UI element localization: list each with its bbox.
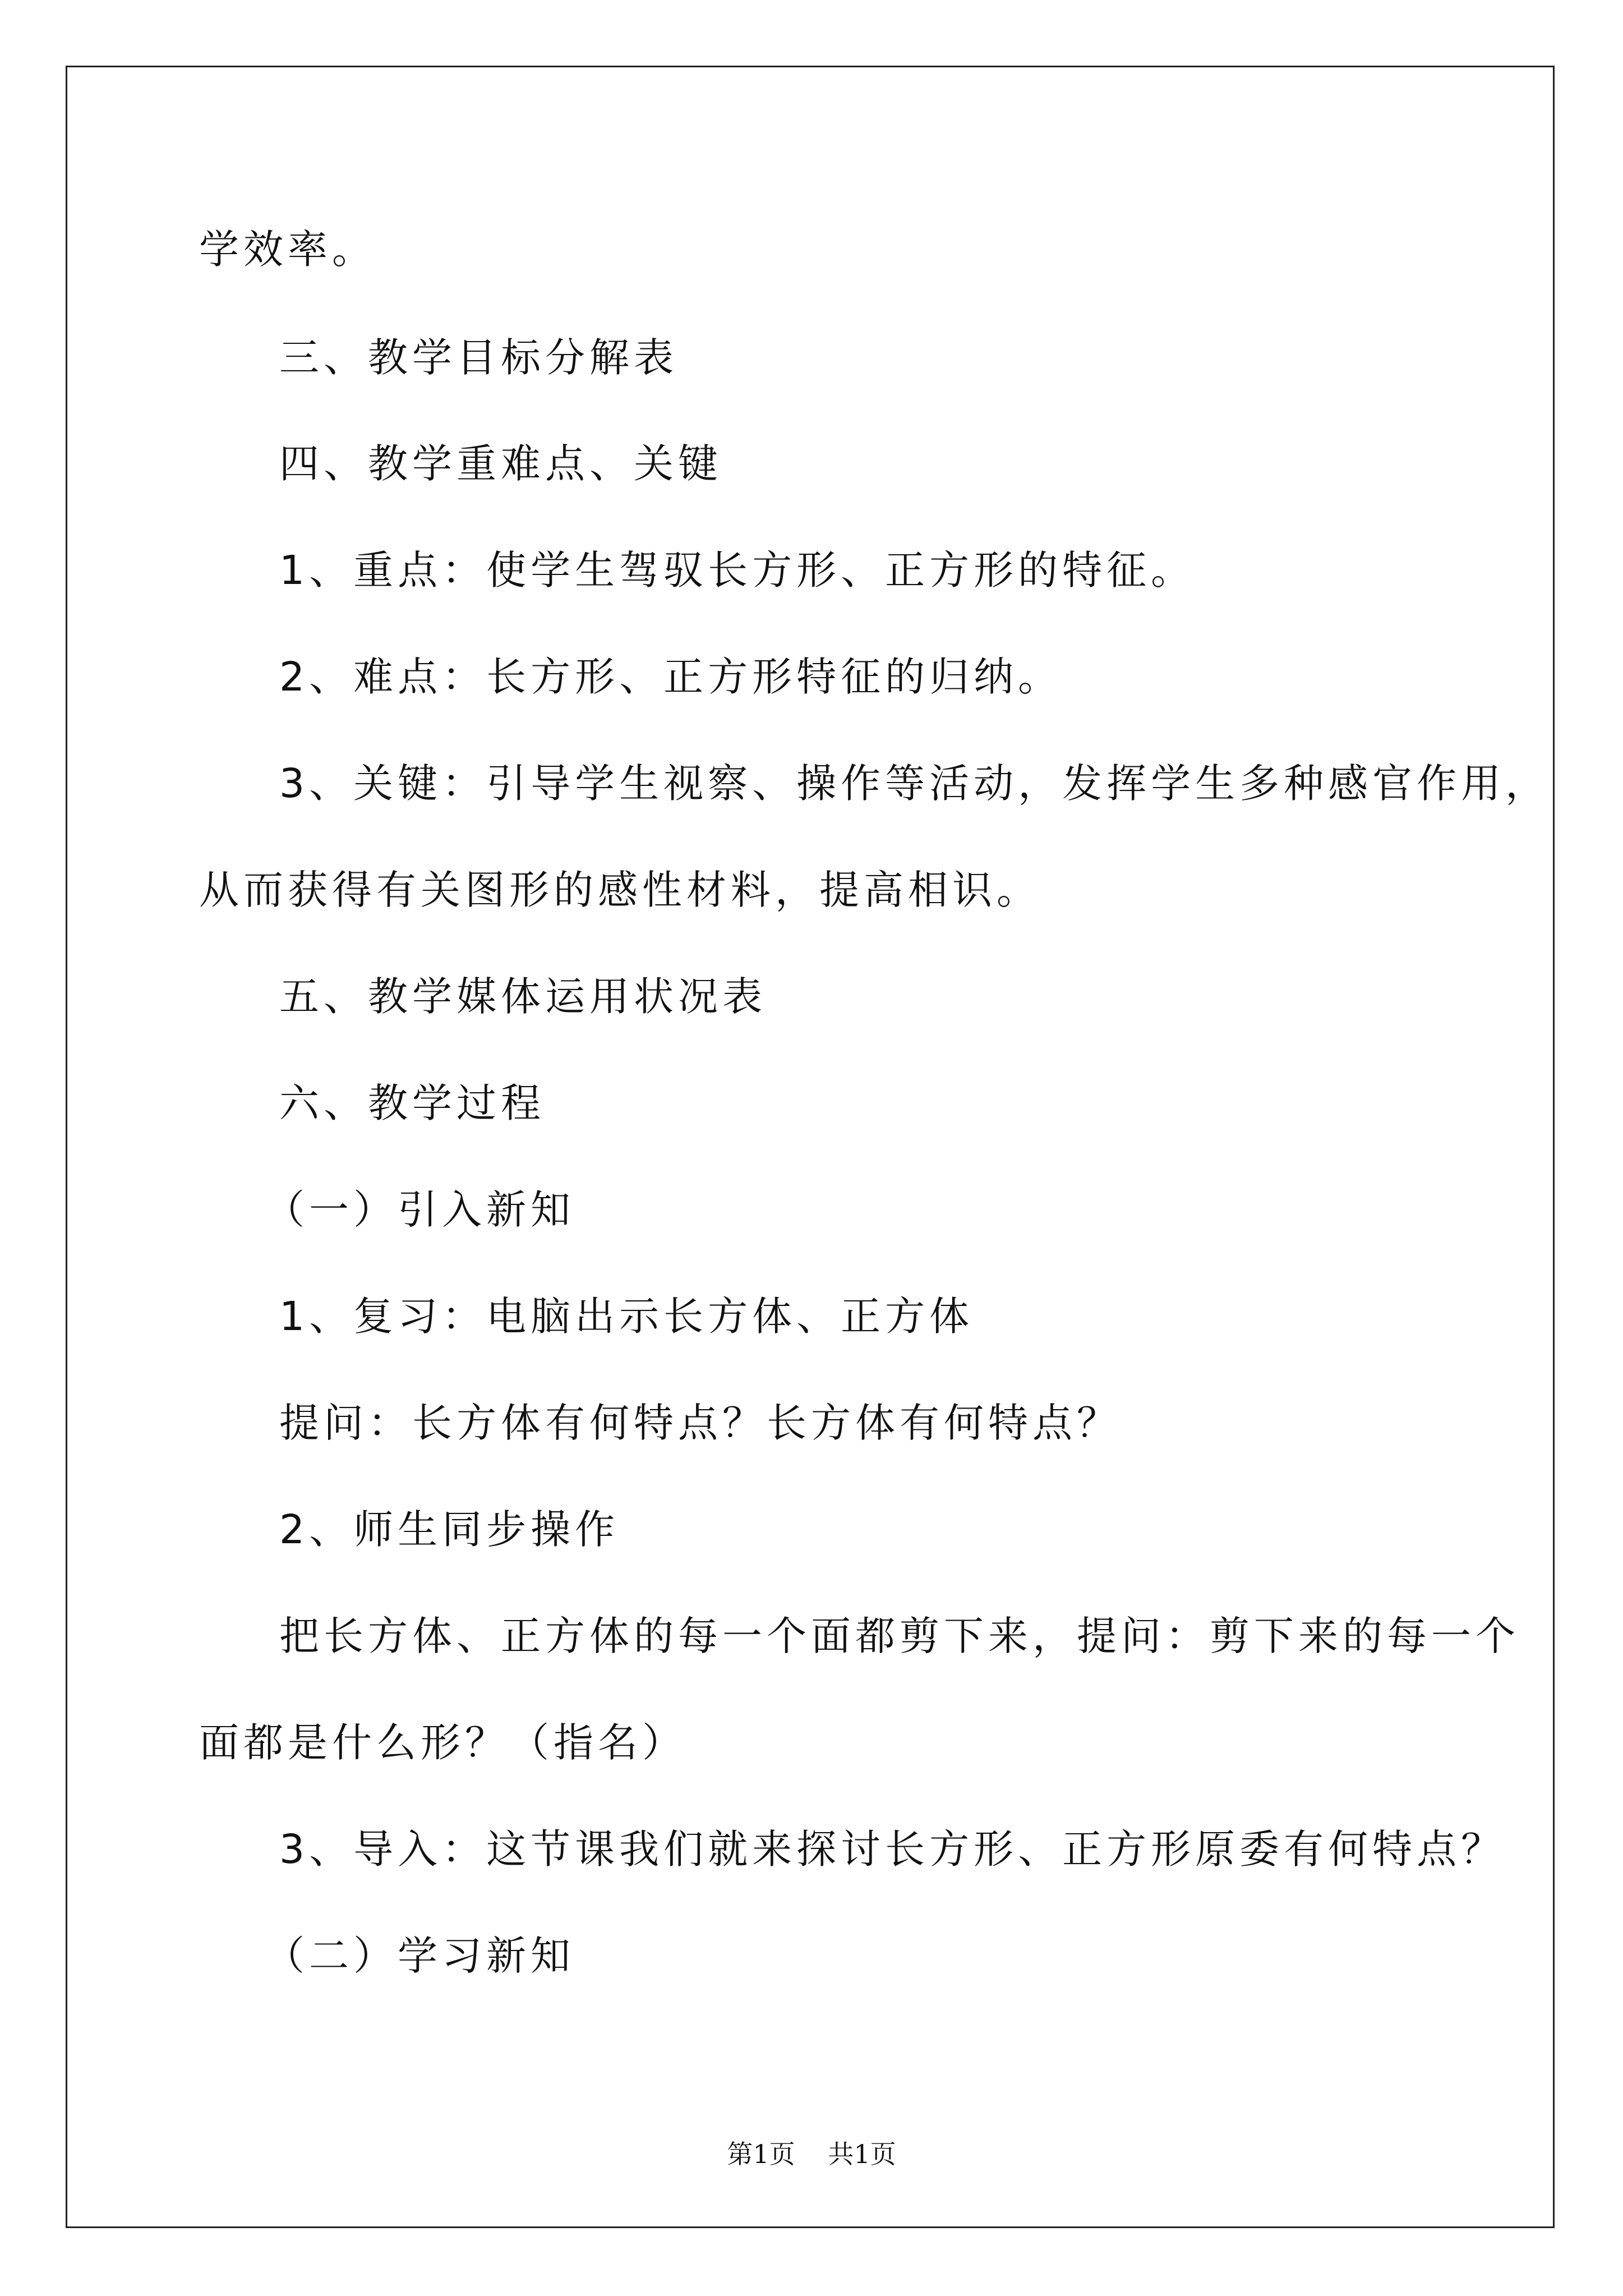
text-line-question: 提问：长方体有何特点？长方体有何特点？ xyxy=(279,1400,1122,1446)
text-line-focus: 1、重点：使学生驾驭长方形、正方形的特征。 xyxy=(279,547,1196,593)
page-number-current: 第1页 xyxy=(727,2139,795,2169)
heading-teaching-process: 六、教学过程 xyxy=(279,1080,546,1126)
heading-key-points: 四、教学重难点、关键 xyxy=(279,440,723,487)
text-line-1: 学效率。 xyxy=(199,226,377,273)
page-footer xyxy=(0,2137,1623,2171)
subheading-new-knowledge: （二）学习新知 xyxy=(265,1932,575,1979)
text-line-review: 1、复习：电脑出示长方体、正方体 xyxy=(279,1293,974,1340)
subheading-intro: （一）引入新知 xyxy=(265,1186,575,1233)
text-line-cut-cont: 面都是什么形？（指名） xyxy=(199,1719,687,1766)
text-line-lead-in: 3、导入：这节课我们就来探讨长方形、正方形原委有何特点？ xyxy=(279,1826,1506,1872)
page-number-total: 共1页 xyxy=(828,2139,896,2169)
text-line-key-cont: 从而获得有关图形的感性材料，提高相识。 xyxy=(199,867,1041,913)
heading-media-table: 五、教学媒体运用状况表 xyxy=(279,973,767,1020)
text-line-cut: 把长方体、正方体的每一个面都剪下来，提问：剪下来的每一个 xyxy=(279,1613,1520,1659)
text-line-difficulty: 2、难点：长方形、正方形特征的归纳。 xyxy=(279,654,1063,700)
heading-teaching-goals: 三、教学目标分解表 xyxy=(279,334,679,381)
text-line-operation: 2、师生同步操作 xyxy=(279,1506,620,1553)
page-border xyxy=(66,66,1555,2228)
text-line-key: 3、关键：引导学生视察、操作等活动，发挥学生多种感官作用， xyxy=(279,760,1550,807)
